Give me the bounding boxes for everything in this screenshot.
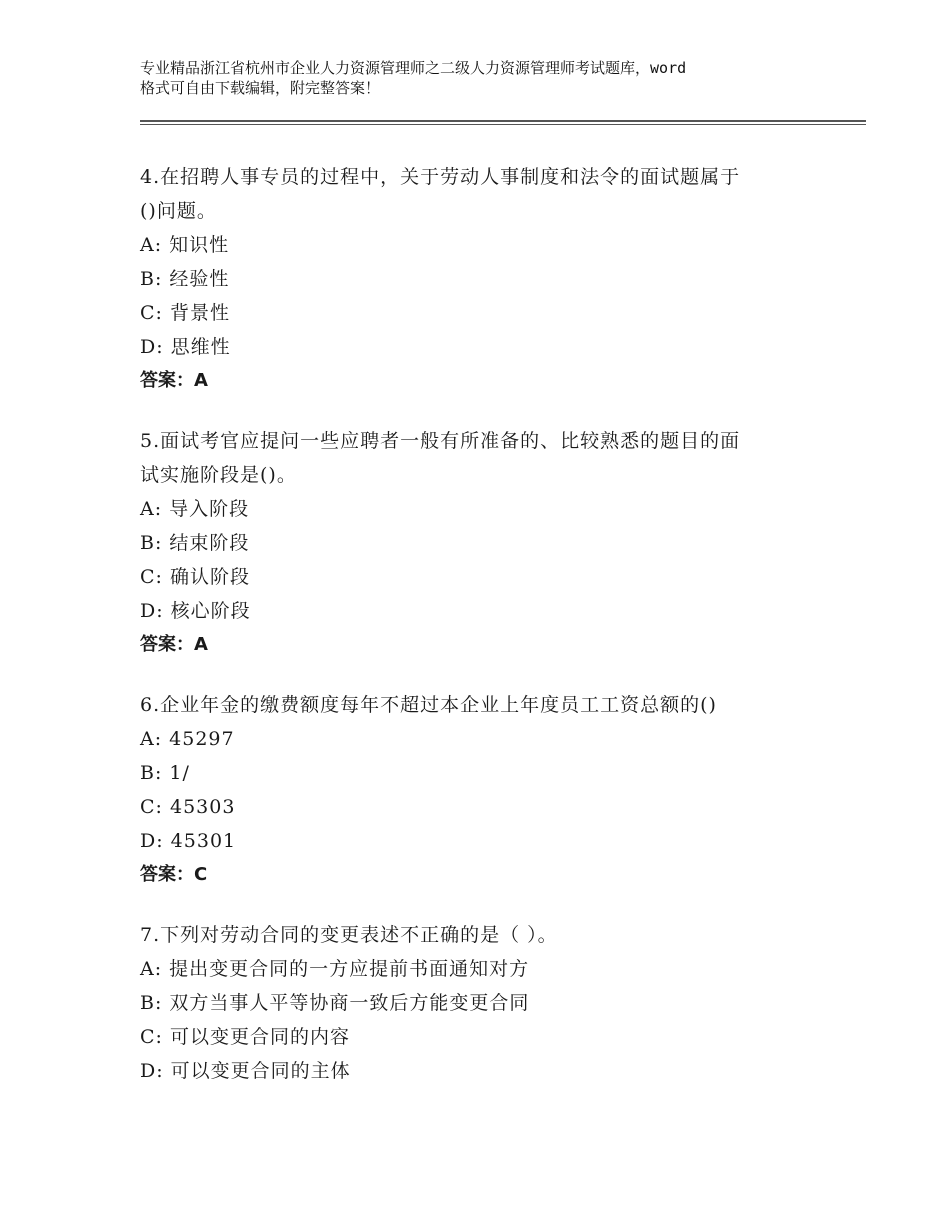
answer: 答案：A [140, 370, 208, 391]
option-a: A: 45297 [140, 728, 235, 750]
option-b: B: 双方当事人平等协商一致后方能变更合同 [140, 992, 530, 1014]
option-c: C: 确认阶段 [140, 566, 250, 588]
header-divider [140, 120, 866, 125]
answer: 答案：C [140, 864, 208, 885]
option-b: B: 经验性 [140, 268, 230, 290]
question-text: 4.在招聘人事专员的过程中，关于劳动人事制度和法令的面试题属于 [140, 166, 741, 188]
option-a: A: 导入阶段 [140, 498, 250, 520]
document-header [140, 58, 840, 98]
question-5 [140, 424, 840, 662]
option-d: D: 思维性 [140, 336, 231, 358]
question-text-continued: 试实施阶段是()。 [140, 464, 297, 486]
option-c: C: 背景性 [140, 302, 230, 324]
option-c: C: 可以变更合同的内容 [140, 1026, 350, 1048]
question-list [140, 160, 840, 1114]
question-4 [140, 160, 840, 398]
option-d: D: 45301 [140, 830, 237, 852]
question-text: 7.下列对劳动合同的变更表述不正确的是（ ）。 [140, 924, 558, 946]
question-text-continued: ()问题。 [140, 200, 217, 222]
question-7 [140, 918, 840, 1088]
header-line-2: 格式可自由下载编辑，附完整答案！ [140, 79, 381, 97]
option-a: A: 知识性 [140, 234, 230, 256]
question-text: 5.面试考官应提问一些应聘者一般有所准备的、比较熟悉的题目的面 [140, 430, 741, 452]
answer: 答案：A [140, 634, 208, 655]
header-line-1: 专业精品浙江省杭州市企业人力资源管理师之二级人力资源管理师考试题库，word [140, 59, 687, 77]
option-c: C: 45303 [140, 796, 236, 818]
option-a: A: 提出变更合同的一方应提前书面通知对方 [140, 958, 530, 980]
option-d: D: 核心阶段 [140, 600, 251, 622]
option-b: B: 结束阶段 [140, 532, 250, 554]
option-b: B: 1/ [140, 762, 190, 784]
option-d: D: 可以变更合同的主体 [140, 1060, 351, 1082]
question-6 [140, 688, 840, 892]
question-text: 6.企业年金的缴费额度每年不超过本企业上年度员工工资总额的() [140, 694, 717, 716]
